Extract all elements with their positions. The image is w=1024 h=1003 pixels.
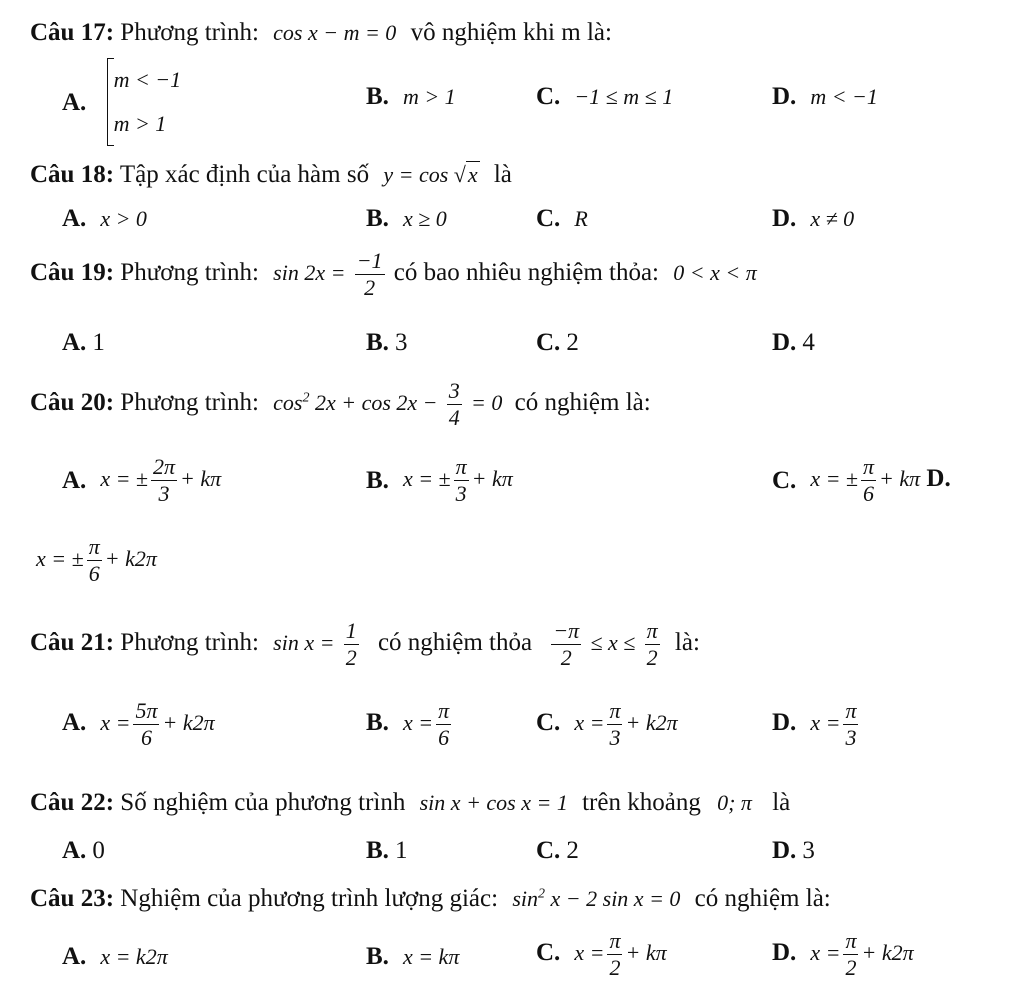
equation-prefix: sin x = xyxy=(273,630,335,656)
option-prefix: x = ± xyxy=(810,466,858,492)
option-value: R xyxy=(574,206,588,231)
system-row-2: m > 1 xyxy=(113,111,167,136)
option-prefix: x = ± xyxy=(36,546,84,572)
option-label: D. xyxy=(772,939,797,967)
numerator: −1 xyxy=(356,248,383,273)
question-text: Tập xác định của hàm số xyxy=(119,161,370,188)
option-value: x > 0 xyxy=(100,206,147,231)
radicand: x xyxy=(467,162,478,187)
numerator: 2π xyxy=(153,454,176,479)
option-label: A. xyxy=(62,467,87,494)
option-a xyxy=(62,838,105,863)
option-value: x ≠ 0 xyxy=(810,206,855,231)
option-value: 3 xyxy=(802,837,815,864)
option-label: B. xyxy=(366,837,389,864)
question-text: Phương trình: xyxy=(120,389,259,417)
numerator: π xyxy=(863,454,875,479)
denominator: 2 xyxy=(345,645,357,670)
option-a xyxy=(62,58,181,146)
numerator: π xyxy=(88,534,100,559)
option-c xyxy=(772,456,951,505)
option-d xyxy=(772,84,878,109)
numerator: π xyxy=(455,454,467,479)
denominator: 6 xyxy=(438,725,450,750)
option-c xyxy=(536,700,678,749)
question-23 xyxy=(30,886,831,911)
denominator: 3 xyxy=(609,725,621,750)
option-label: D. xyxy=(772,837,797,864)
equation-prefix: y = cos xyxy=(383,162,449,187)
question-tail: có bao nhiêu nghiệm thỏa: xyxy=(393,259,660,287)
question-tail: vô nghiệm khi m là: xyxy=(410,19,612,46)
option-label: A. xyxy=(62,329,87,356)
equation-suffix: x − 2 sin x = 0 xyxy=(550,886,681,911)
question-text: Phương trình: xyxy=(120,629,259,657)
equation-suffix: = 0 xyxy=(471,390,503,416)
option-prefix: x = xyxy=(402,710,434,736)
question-label: Câu 21: xyxy=(30,629,115,657)
system-row-1: m < −1 xyxy=(113,67,182,92)
option-b xyxy=(366,838,407,863)
option-value: 0 xyxy=(92,837,105,864)
option-value: 2 xyxy=(566,837,579,864)
option-d xyxy=(772,206,854,231)
denominator: 6 xyxy=(88,561,100,586)
option-a xyxy=(62,700,215,749)
question-18 xyxy=(30,162,512,187)
option-prefix: x = ± xyxy=(100,466,148,492)
question-middle: trên khoảng xyxy=(582,789,701,816)
option-c xyxy=(536,838,579,863)
question-label: Câu 19: xyxy=(30,259,115,287)
numerator: π xyxy=(646,618,658,643)
denominator: 2 xyxy=(364,275,376,300)
numerator: −π xyxy=(553,618,580,643)
denominator: 2 xyxy=(609,955,621,980)
option-b xyxy=(366,700,454,749)
option-d xyxy=(772,330,815,355)
option-label: B. xyxy=(366,205,389,232)
fraction xyxy=(87,536,102,585)
option-prefix: x = xyxy=(810,710,841,736)
option-b xyxy=(366,456,513,505)
condition: 0 < x < π xyxy=(673,260,757,286)
fraction xyxy=(133,700,159,749)
question-21 xyxy=(30,620,700,669)
numerator: 5π xyxy=(135,698,158,723)
equation-prefix: sin xyxy=(512,886,539,911)
option-suffix: + k2π xyxy=(104,546,157,572)
question-text: Nghiệm của phương trình lượng giác: xyxy=(120,885,499,912)
option-label: B. xyxy=(366,329,389,356)
option-suffix: + kπ xyxy=(471,466,513,492)
equation: sin x + cos x = 1 xyxy=(419,790,568,815)
question-label: Câu 22: xyxy=(30,789,115,816)
option-label: B. xyxy=(366,83,389,110)
option-b xyxy=(366,330,407,355)
option-prefix: x = xyxy=(100,710,131,736)
fraction xyxy=(355,250,385,299)
option-prefix: x = xyxy=(810,940,841,966)
equation-prefix: cos xyxy=(273,390,303,416)
option-d xyxy=(772,930,914,979)
option-suffix: + kπ xyxy=(879,466,921,492)
equation xyxy=(273,390,437,415)
fraction xyxy=(861,456,876,505)
question-tail: có nghiệm là: xyxy=(514,389,651,417)
option-label: B. xyxy=(366,943,389,970)
question-tail: là xyxy=(493,161,512,188)
fraction xyxy=(454,456,469,505)
question-17 xyxy=(30,20,612,45)
denominator: 6 xyxy=(140,725,152,750)
option-c xyxy=(536,330,579,355)
option-suffix: + k2π xyxy=(861,940,914,966)
question-22 xyxy=(30,790,790,815)
option-a xyxy=(62,206,147,231)
fraction xyxy=(843,700,858,749)
option-label: C. xyxy=(536,83,561,110)
question-label: Câu 17: xyxy=(30,19,115,46)
option-label: C. xyxy=(536,939,561,967)
numerator: 1 xyxy=(345,618,357,643)
option-label: C. xyxy=(536,709,561,737)
fraction xyxy=(436,700,451,749)
fraction xyxy=(607,700,622,749)
option-label: D. xyxy=(772,83,797,110)
option-value: −1 ≤ m ≤ 1 xyxy=(574,84,674,109)
option-value: 3 xyxy=(394,329,408,356)
fraction xyxy=(447,380,462,429)
denominator: 3 xyxy=(845,725,857,750)
fraction xyxy=(344,620,359,669)
question-tail: là xyxy=(772,789,791,816)
option-label: A. xyxy=(62,837,87,864)
option-label: C. xyxy=(536,205,561,232)
equation: y = cos √x xyxy=(383,162,478,187)
fraction xyxy=(843,930,858,979)
question-20 xyxy=(30,380,651,429)
equation-system xyxy=(107,58,182,146)
denominator: 3 xyxy=(158,481,170,506)
option-suffix: + k2π xyxy=(162,710,215,736)
equation xyxy=(512,886,680,911)
option-b xyxy=(366,84,456,109)
option-value: x ≥ 0 xyxy=(402,206,447,231)
option-label: C. xyxy=(536,837,561,864)
option-value: 4 xyxy=(802,329,815,356)
denominator: 4 xyxy=(448,405,460,430)
numerator: π xyxy=(845,928,857,953)
option-prefix: x = xyxy=(574,940,605,966)
denominator: 6 xyxy=(863,481,875,506)
fraction xyxy=(607,930,622,979)
option-label: D. xyxy=(772,709,797,737)
option-a xyxy=(62,456,221,505)
option-label: C. xyxy=(536,329,561,356)
option-b xyxy=(366,944,459,969)
option-b xyxy=(366,206,447,231)
condition-fraction-right xyxy=(645,620,660,669)
question-text: Phương trình: xyxy=(120,259,259,287)
interval: 0; π xyxy=(717,790,752,815)
option-d xyxy=(772,838,815,863)
option-value: m > 1 xyxy=(402,84,456,109)
option-label: C. xyxy=(772,467,797,494)
question-middle: có nghiệm thỏa xyxy=(377,629,533,657)
denominator: 2 xyxy=(646,645,658,670)
option-prefix: x = xyxy=(574,710,605,736)
question-label: Câu 23: xyxy=(30,885,115,912)
numerator: π xyxy=(845,698,857,723)
equation: cos x − m = 0 xyxy=(273,20,397,45)
option-a xyxy=(62,944,168,969)
option-d xyxy=(36,536,157,585)
option-label: A. xyxy=(62,88,87,116)
option-value: m < −1 xyxy=(810,84,878,109)
numerator: π xyxy=(438,698,450,723)
option-label: D. xyxy=(772,205,797,232)
option-value: x = k2π xyxy=(100,944,168,969)
option-suffix: + k2π xyxy=(625,710,678,736)
option-c xyxy=(536,84,673,109)
option-label-d: D. xyxy=(926,465,951,493)
denominator: 2 xyxy=(845,955,857,980)
question-text: Phương trình: xyxy=(120,19,259,46)
option-value: 1 xyxy=(394,837,408,864)
option-d xyxy=(772,700,861,749)
equation-prefix: sin 2x = xyxy=(273,260,346,286)
option-c xyxy=(536,206,588,231)
option-suffix: + kπ xyxy=(180,466,222,492)
condition-fraction-left xyxy=(551,620,581,669)
option-label: A. xyxy=(62,943,87,970)
exponent: 2 xyxy=(302,390,310,406)
condition-middle: ≤ x ≤ xyxy=(590,630,636,656)
option-label: B. xyxy=(366,467,389,494)
denominator: 2 xyxy=(560,645,572,670)
question-tail: là: xyxy=(674,629,700,657)
question-19 xyxy=(30,250,757,299)
question-label: Câu 20: xyxy=(30,389,115,417)
option-suffix: + kπ xyxy=(625,940,667,966)
option-label: A. xyxy=(62,709,87,737)
exponent: 2 xyxy=(538,886,546,902)
fraction xyxy=(151,456,177,505)
option-prefix: x = ± xyxy=(402,466,451,492)
numerator: π xyxy=(609,928,621,953)
option-label: D. xyxy=(772,329,797,356)
option-value: 2 xyxy=(566,329,579,356)
option-label: B. xyxy=(366,709,389,737)
denominator: 3 xyxy=(455,481,467,506)
option-a xyxy=(62,330,105,355)
numerator: π xyxy=(609,698,621,723)
option-c xyxy=(536,930,667,979)
numerator: 3 xyxy=(448,378,460,403)
option-label: A. xyxy=(62,205,87,232)
option-value: x = kπ xyxy=(402,944,460,969)
question-tail: có nghiệm là: xyxy=(694,885,831,912)
question-text: Số nghiệm của phương trình xyxy=(120,789,406,816)
option-value: 1 xyxy=(92,329,105,356)
equation-middle: 2x + cos 2x − xyxy=(314,390,438,416)
question-label: Câu 18: xyxy=(30,161,115,188)
